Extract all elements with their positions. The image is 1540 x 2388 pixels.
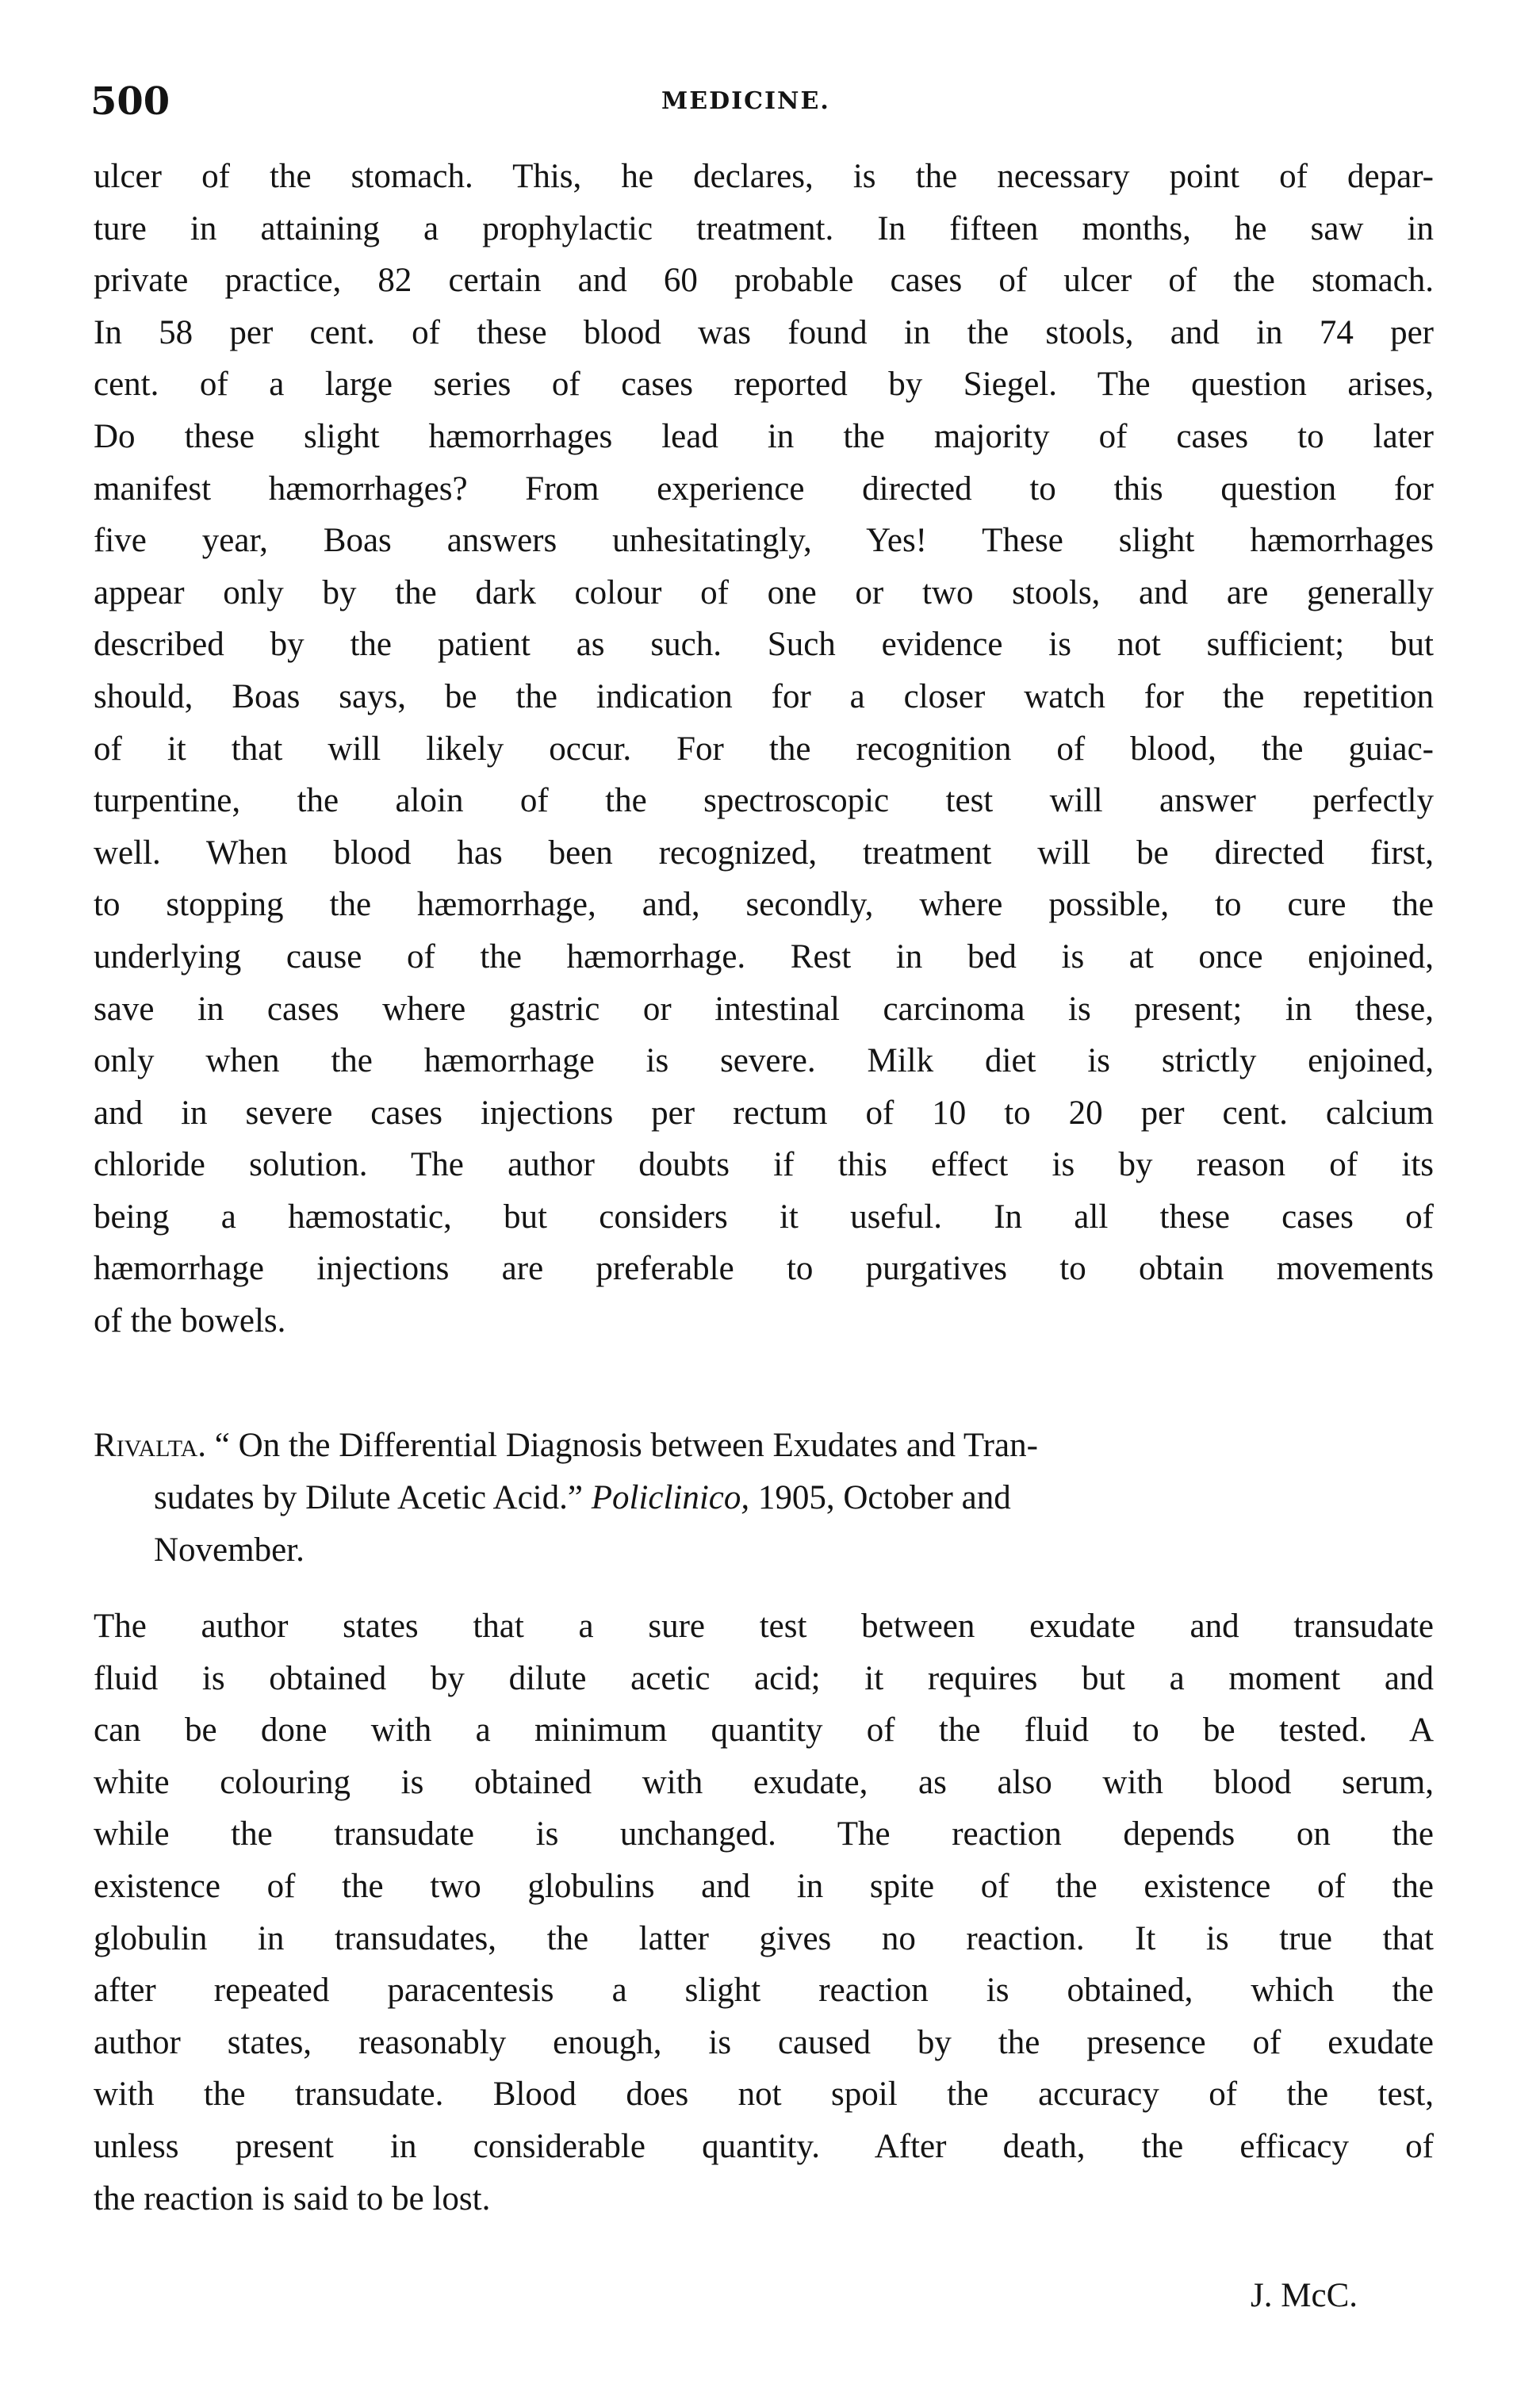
text-line: with the transudate. Blood does not spoil the accuracy of the test, [94,2076,1434,2114]
text-line: fluid is obtained by dilute acetic acid; it requires but a moment and [94,1659,1434,1697]
text-line: after repeated paracentesis a slight reaction is obtained, which the [94,1972,1434,2010]
text-line: existence of the two globulins and in spite of the existence of the [94,1867,1434,1905]
paragraph-boas-hemorrhage [94,151,1434,1347]
reference-journal: Policlinico, [591,1479,750,1516]
text-line: In 58 per cent. of these blood was found in the stools, and in 74 per [94,313,1434,351]
text-line: white colouring is obtained with exudate, as also with blood serum, [94,1763,1434,1801]
reference-date: 1905, October and [757,1479,1011,1516]
page-header [90,79,1438,135]
reference-line-1 [94,1420,1442,1472]
reference-citation [94,1420,1442,1577]
text-line: can be done with a minimum quantity of the fluid to be tested. A [94,1711,1434,1750]
text-line: of the bowels. [94,1302,286,1340]
text-line: well. When blood has been recognized, treatment will be directed first, [94,834,1434,872]
text-line: five year, Boas answers unhesitatingly, Yes! These slight hæmorrhages [94,522,1434,560]
text-line: chloride solution. The author doubts if this effect is by reason of its [94,1146,1434,1184]
text-line: should, Boas says, be the indication for a closer watch for the repetition [94,677,1434,715]
running-head: MEDICINE. [661,87,830,115]
text-line: the reaction is said to be lost. [94,2179,491,2217]
text-line: author states, reasonably enough, is caused by the presence of exudate [94,2023,1434,2061]
signature-initials: J. McC. [1251,2277,1358,2314]
reference-line-2 [94,1472,1442,1524]
text-line: cent. of a large series of cases reported by Siegel. The question arises, [94,366,1434,404]
text-line: private practice, 82 certain and 60 probable cases of ulcer of the stomach. [94,262,1434,300]
reference-author: Rivalta. [94,1427,207,1464]
text-line: ulcer of the stomach. This, he declares, is the necessary point of depar- [94,158,1434,195]
text-line: turpentine, the aloin of the spectroscopic test will answer perfectly [94,782,1434,820]
text-line: only when the hæmorrhage is severe. Milk diet is strictly enjoined, [94,1042,1434,1080]
page-number: 500 [90,79,170,124]
text-line: and in severe cases injections per rectum of 10 to 20 per cent. calcium [94,1094,1434,1132]
text-line: appear only by the dark colour of one or two stools, and are generally [94,573,1434,611]
text-line: ture in attaining a prophylactic treatment. In fifteen months, he saw in [94,209,1434,247]
text-line: of it that will likely occur. For the recognition of blood, the guiac- [94,730,1434,768]
reference-title-2: sudates by Dilute Acetic Acid.” [154,1479,583,1516]
text-line: to stopping the hæmorrhage, and, secondly, where possible, to cure the [94,886,1434,924]
text-line: The author states that a sure test between exudate and transudate [94,1608,1434,1645]
text-line: underlying cause of the hæmorrhage. Rest in bed is at once enjoined, [94,937,1434,976]
reference-line-3: November. [154,1531,305,1569]
text-line: described by the patient as such. Such evidence is not sufficient; but [94,626,1434,664]
text-line: being a hæmostatic, but considers it useful. In all these cases of [94,1198,1434,1236]
text-line: Do these slight hæmorrhages lead in the majority of cases to later [94,417,1434,455]
text-line: save in cases where gastric or intestinal carcinoma is present; in these, [94,990,1434,1028]
text-line: hæmorrhage injections are preferable to purgatives to obtain movements [94,1250,1434,1288]
paragraph-acetic-acid-test [94,1600,1434,2225]
text-line: unless present in considerable quantity. After death, the efficacy of [94,2127,1434,2165]
text-line: globulin in transudates, the latter gives no reaction. It is true that [94,1919,1434,1957]
text-line: while the transudate is unchanged. The reaction depends on the [94,1815,1434,1853]
reference-title-1: “ On the Differential Diagnosis between Exudates and Tran- [214,1427,1038,1464]
text-line: manifest hæmorrhages? From experience directed to this question for [94,470,1434,508]
